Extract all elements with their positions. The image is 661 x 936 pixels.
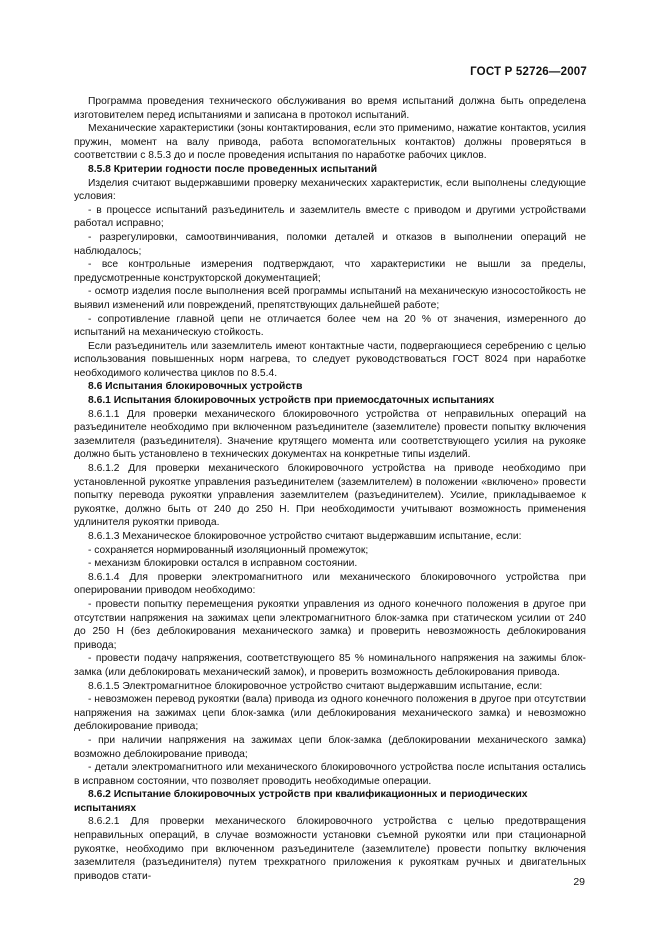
paragraph: Программа проведения технического обслуживания во время испытаний должна быть определена изготовителем перед испытаниями и записана в протокол испытаний. — [74, 96, 586, 121]
section-heading: 8.6.1 Испытания блокировочных устройств при приемосдаточных испытаниях — [88, 395, 495, 407]
paragraph: Механические характеристики (зоны контактирования, если это применимо, нажатие контактов, усилия пружин, момент на валу привода, работа вспомогательных контактов) должны проверяться в соответствии с 8.5.3 до и после проведения испытания по наработке рабочих циклов. — [74, 123, 586, 162]
section-heading: 8.6 Испытания блокировочных устройств — [88, 381, 303, 393]
list-item: - сохраняется нормированный изоляционный промежуток; — [88, 544, 369, 556]
paragraph: Изделия считают выдержавшими проверку механических характеристик, если выполнены следующие условия: — [74, 177, 586, 203]
section-heading: 8.5.8 Критерии годности после проведенных испытаний — [88, 163, 378, 175]
list-item: - механизм блокировки остался в исправном состоянии. — [88, 558, 358, 570]
list-item: - осмотр изделия после выполнения всей программы испытаний на механическую износостойкость не выявил изменений или повреждений, препятствующих дальнейшей работе; — [74, 286, 586, 311]
paragraph: 8.6.1.2 Для проверки механического блокировочного устройства на приводе необходимо при установленной рукоятке управления разъединителем (заземлителем) в положении «включено» провести попытку перевода рукоятки управления заземлителем (разъединителем). Усилие, прикладываемое к рукоятке, должно быть от 240 до 250 Н. При необходимости учитывают возможность применения удлинителя рукоятки привода. — [74, 463, 586, 529]
section-heading: 8.6.2 Испытание блокировочных устройств при квалификационных и периодических испытаниях — [74, 789, 528, 814]
paragraph: 8.6.1.3 Механическое блокировочное устройство считают выдержавшим испытание, если: — [88, 531, 522, 542]
list-item: - провести попытку перемещения рукоятки управления из одного конечного положения в другое при отсутствии напряжения на зажимах цепи электромагнитного блок-замка при статическом усилии от 240 до 250 Н (без деблокирования механического замка) и проверить невозможность деблокирования привода; — [74, 598, 586, 651]
paragraph: 8.6.1.5 Электромагнитное блокировочное устройство считают выдержавшим испытание, если: — [88, 680, 543, 692]
document-header: ГОСТ Р 52726—2007 — [470, 66, 587, 78]
list-item: - при наличии напряжения на зажимах цепи блок-замка (деблокировании механического замка) возможно деблокирование привода; — [74, 734, 586, 760]
list-item: - детали электромагнитного или механического блокировочного устройства после испытания остались в исправном состоянии, что позволяет проводить необходимые операции. — [74, 762, 586, 787]
list-item: - невозможен перевод рукоятки (вала) привода из одного конечного положения в другое при отсутствии напряжения на зажимах цепи блок-замка (или деблокирования механического замка) и невозможно деблокирование привода; — [74, 694, 586, 733]
document-body — [74, 95, 586, 883]
page-number: 29 — [573, 876, 585, 888]
list-item: - все контрольные измерения подтверждают, что характеристики не вышли за пределы, предусмотренные конструкторской документацией; — [74, 259, 586, 284]
paragraph: 8.6.1.4 Для проверки электромагнитного или механического блокировочного устройства при оперировании приводом необходимо: — [74, 571, 586, 597]
list-item: - провести подачу напряжения, соответствующего 85 % номинального напряжения на зажимы блок-замка (или деблокировать механический замок), и проверить возможность деблокирования привода. — [74, 653, 586, 678]
list-item: - в процессе испытаний разъединитель и заземлитель вместе с приводом и другими устройствами работал исправно; — [74, 204, 586, 230]
paragraph: Если разъединитель или заземлитель имеют контактные части, подвергающиеся серебрению с целью использования повышенных норм нагрева, то следует руководствоваться ГОСТ 8024 при наработке необходимого количества циклов по 8.5.4. — [74, 340, 586, 379]
paragraph: 8.6.1.1 Для проверки механического блокировочного устройства от неправильных операций на разъединителе необходимо при включенном разъединителе (заземлителе) провести попытку включения заземлителя (разъединителя). Значение крутящего момента или соответствующего усилия на рукояке должно быть установлено в технических документах на конкретные типы изделий. — [74, 408, 586, 461]
list-item: - разрегулировки, самоотвинчивания, поломки деталей и отказов в выполнении операций не наблюдалось; — [74, 231, 586, 257]
paragraph: 8.6.2.1 Для проверки механического блокировочного устройства с целью предотвращения неправильных операций, в случае возможности установки съемной рукоятки или при стационарной рукоятке, необходимо при включенном разъединителе (заземлителе) провести попытку включения заземлителя (разъединителя) путем трехкратного приложения к рукояткам ручных и двигательных приводов стати- — [74, 816, 586, 882]
list-item: - сопротивление главной цепи не отличается более чем на 20 % от значения, измеренного до испытаний на механическую стойкость. — [74, 313, 586, 339]
